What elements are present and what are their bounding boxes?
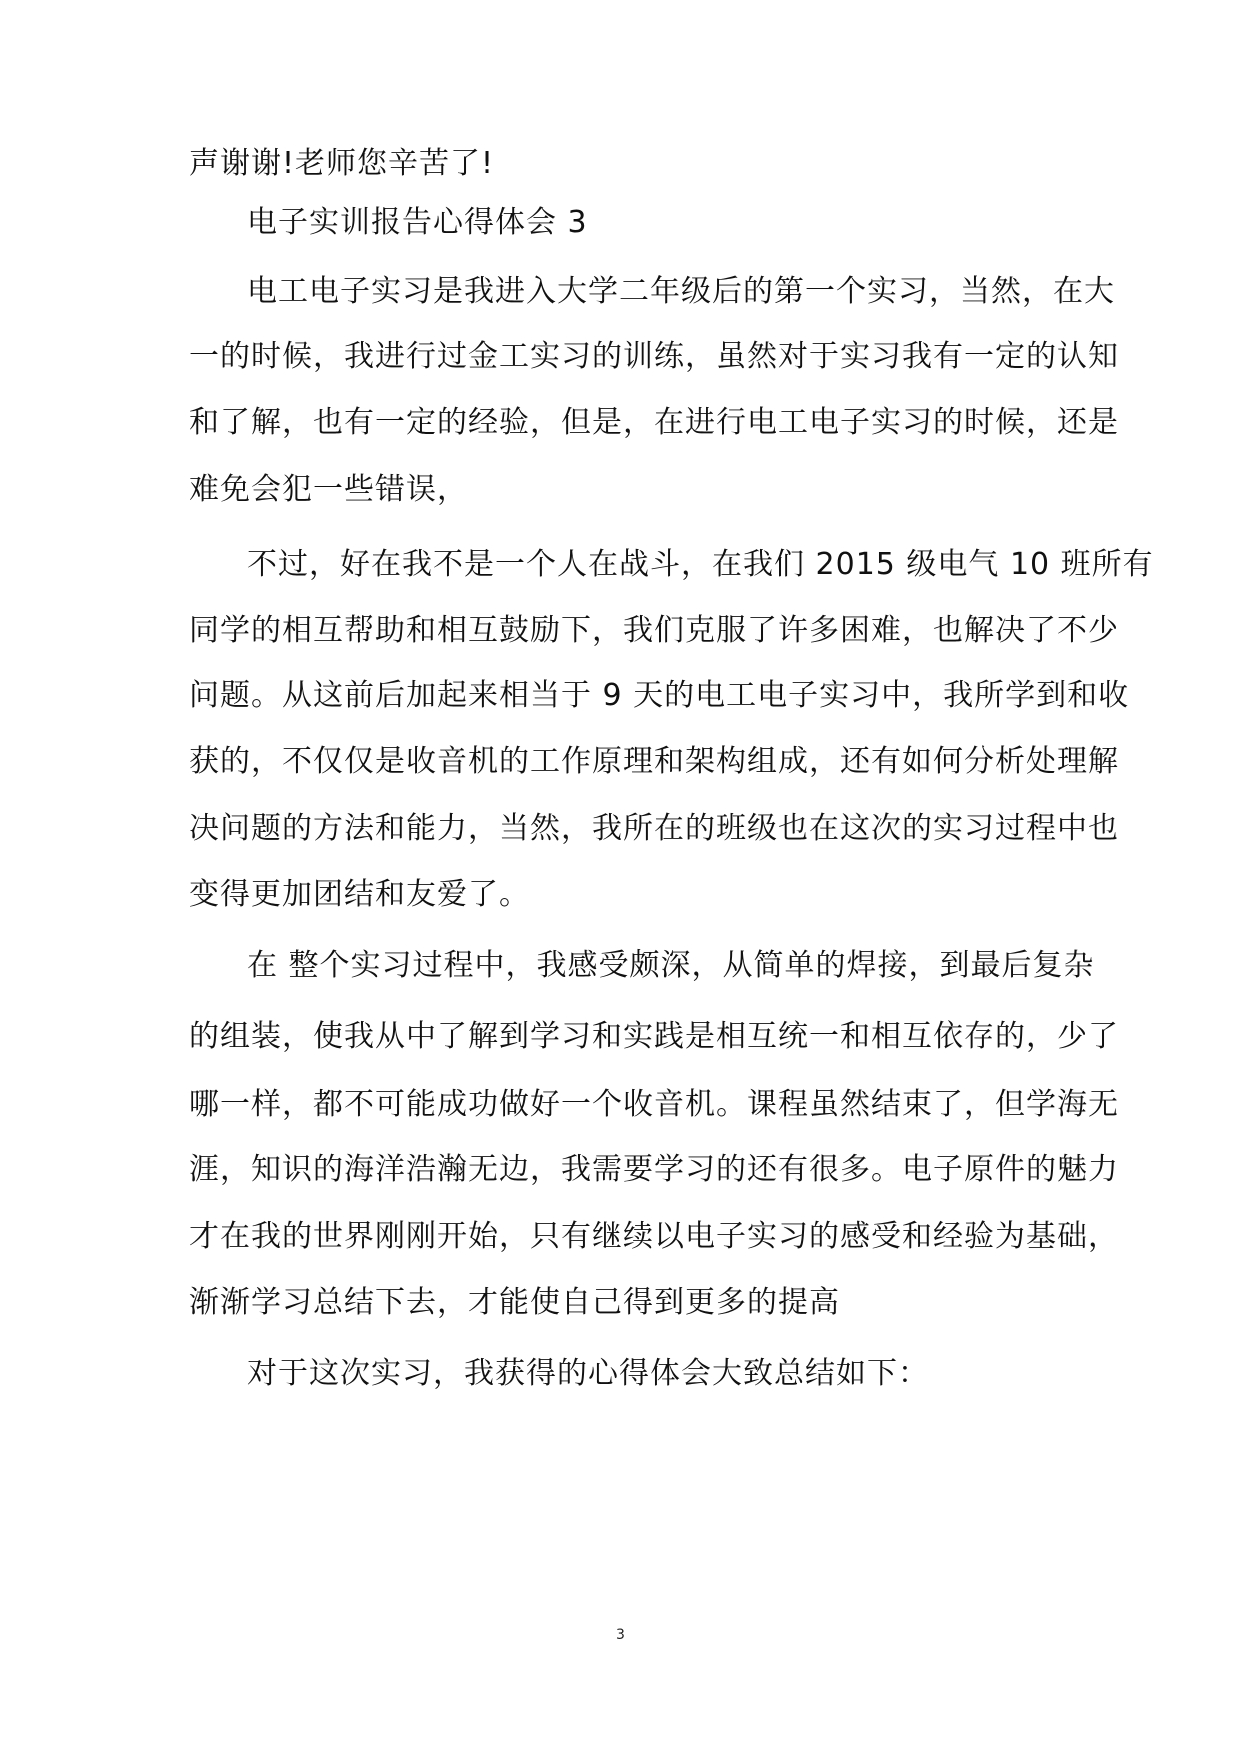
text-line: 对于这次实习，我获得的心得体会大致总结如下：: [247, 1356, 929, 1391]
text-line: 同学的相互帮助和相互鼓励下，我们克服了许多困难，也解决了不少: [189, 613, 1119, 648]
text-line: 难免会犯一些错误，: [189, 472, 468, 507]
text-line: 不过，好在我不是一个人在战斗，在我们 2015 级电气 10 班所有: [247, 547, 1154, 582]
text-line: 哪一样，都不可能成功做好一个收音机。课程虽然结束了，但学海无: [189, 1087, 1119, 1122]
text-line: 决问题的方法和能力，当然，我所在的班级也在这次的实习过程中也: [189, 811, 1119, 846]
text-line: 才在我的世界刚刚开始，只有继续以电子实习的感受和经验为基础，: [189, 1219, 1119, 1254]
section-heading: 电子实训报告心得体会 3: [247, 205, 588, 240]
text-line: 和了解，也有一定的经验，但是，在进行电工电子实习的时候，还是: [189, 405, 1119, 440]
text-line: 变得更加团结和友爱了。: [189, 877, 530, 912]
text-line: 电工电子实习是我进入大学二年级后的第一个实习，当然，在大: [247, 274, 1115, 309]
text-line: 问题。从这前后加起来相当于 9 天的电工电子实习中，我所学到和收: [189, 678, 1130, 713]
text-line: 渐渐学习总结下去，才能使自己得到更多的提高: [189, 1285, 840, 1320]
text-line: 声谢谢!老师您辛苦了!: [189, 146, 495, 181]
text-line: 一的时候，我进行过金工实习的训练，虽然对于实习我有一定的认知: [189, 339, 1119, 374]
page-number: 3: [616, 1627, 625, 1643]
text-line: 获的，不仅仅是收音机的工作原理和架构组成，还有如何分析处理解: [189, 744, 1119, 779]
text-line: 的组装，使我从中了解到学习和实践是相互统一和相互依存的，少了: [189, 1019, 1119, 1054]
text-line: 在 整个实习过程中，我感受颇深，从简单的焊接，到最后复杂: [247, 948, 1095, 983]
text-line: 涯，知识的海洋浩瀚无边，我需要学习的还有很多。电子原件的魅力: [189, 1152, 1119, 1187]
